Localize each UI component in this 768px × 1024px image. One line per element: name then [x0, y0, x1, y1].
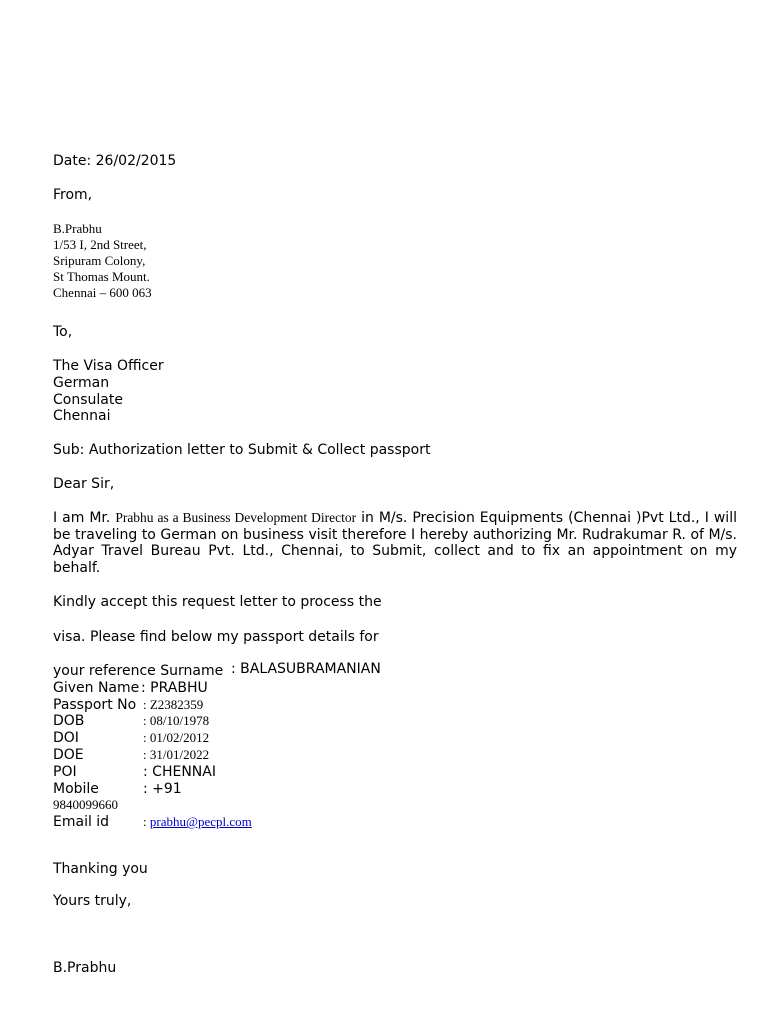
- request-line: visa. Please find below my passport details for: [53, 629, 379, 645]
- sender-address-line: Chennai – 600 063: [53, 285, 152, 300]
- sender-address-line: St Thomas Mount.: [53, 269, 150, 284]
- from-label: From,: [53, 187, 93, 203]
- detail-label: Mobile: [53, 780, 99, 797]
- sender-address-line: B.Prabhu: [53, 221, 102, 236]
- sender-address-line: 1/53 I, 2nd Street,: [53, 237, 147, 252]
- body-text: in M/s. Precision Equipments (Chennai )Pvt Ltd., I will be traveling to German on business visit therefore I hereby authorizing Mr. Rudrakumar R. of M/s. Adyar Travel Bureau Pvt. Ltd., Chennai, to Submit, collect and to fix an appointment on my behalf.: [53, 510, 737, 576]
- detail-value: : PRABHU: [141, 679, 208, 696]
- detail-label: DOB: [53, 713, 85, 730]
- detail-value: : 31/01/2022: [143, 746, 210, 762]
- email-value-wrap: [143, 814, 252, 830]
- recipient-address: [53, 358, 164, 425]
- detail-value: : Z2382359: [143, 696, 204, 712]
- recipient-address-line: Consulate: [53, 391, 123, 408]
- body-text-serif: Prabhu as a Business Development Director: [115, 510, 357, 525]
- sender-address-line: Sripuram Colony,: [53, 253, 146, 268]
- surname-value: : BALASUBRAMANIAN: [231, 661, 381, 677]
- signature-name: B.Prabhu: [53, 960, 117, 976]
- body-text: I am Mr.: [53, 510, 116, 526]
- detail-label: POI: [53, 763, 77, 780]
- recipient-address-line: German: [53, 374, 110, 391]
- email-link[interactable]: prabhu@pecpl.com: [149, 814, 252, 830]
- detail-label: Given Name: [53, 679, 140, 696]
- email-label: Email id: [53, 814, 110, 831]
- body-paragraph: [53, 510, 737, 576]
- closing-thanks: Thanking you: [53, 861, 148, 877]
- detail-label: DOI: [53, 730, 79, 747]
- detail-value: : +91: [143, 780, 182, 797]
- surname-label: your reference Surname: [53, 663, 224, 679]
- sender-address: [53, 221, 152, 301]
- detail-label: DOE: [53, 746, 84, 763]
- detail-label: Passport No: [53, 696, 137, 713]
- email-colon: :: [143, 814, 150, 830]
- to-label: To,: [53, 324, 73, 340]
- letter-date: Date: 26/02/2015: [53, 153, 177, 169]
- recipient-address-line: The Visa Officer: [53, 358, 164, 374]
- recipient-address-line: Chennai: [53, 408, 111, 425]
- subject-line: Sub: Authorization letter to Submit & Collect passport: [53, 442, 431, 458]
- salutation: Dear Sir,: [53, 476, 115, 492]
- request-line: Kindly accept this request letter to process the: [53, 594, 382, 610]
- detail-value: : 08/10/1978: [143, 713, 210, 729]
- mobile-number: 9840099660: [53, 797, 118, 813]
- detail-value: : CHENNAI: [143, 763, 216, 780]
- detail-value: : 01/02/2012: [143, 730, 210, 746]
- closing-yours: Yours truly,: [53, 893, 132, 909]
